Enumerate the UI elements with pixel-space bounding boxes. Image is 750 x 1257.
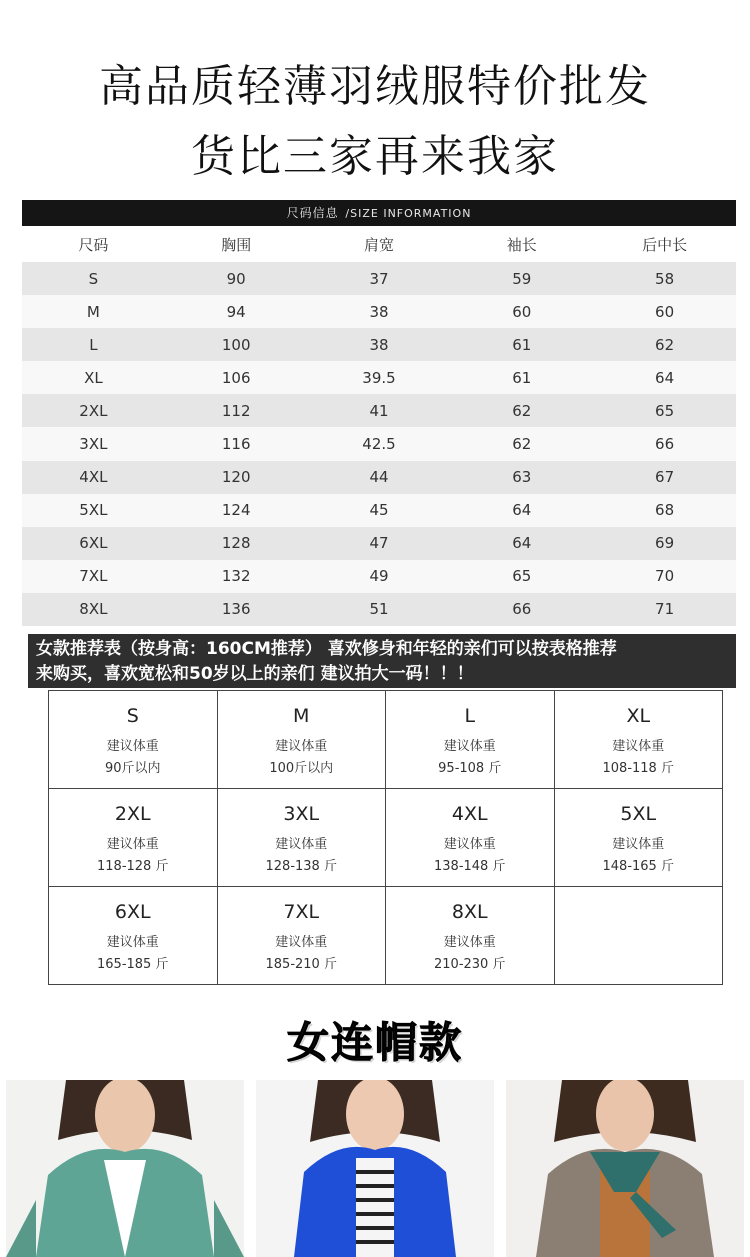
cell-sleeve: 65: [512, 567, 532, 586]
weight-label: 建议体重: [612, 739, 665, 754]
taupe-jacket-photo: [506, 1080, 744, 1257]
cell-chest: 120: [221, 468, 251, 487]
weight-cell: [555, 789, 724, 887]
weight-cell: [49, 789, 218, 887]
weight-size: M: [293, 705, 310, 727]
cell-sleeve: 61: [512, 368, 532, 387]
size-table-row: [22, 494, 736, 527]
cell-size: 7XL: [79, 567, 108, 586]
product-photo-row: [0, 1080, 750, 1257]
cell-chest: 94: [226, 302, 246, 321]
cell-shoulder: 41: [369, 401, 389, 420]
cell-sleeve: 61: [512, 335, 532, 354]
size-table-row: [22, 262, 736, 295]
cell-shoulder: 38: [369, 302, 389, 321]
section-title: 女连帽款: [286, 1018, 463, 1067]
cell-shoulder: 42.5: [362, 435, 396, 454]
weight-cell: [555, 887, 724, 985]
size-table-row: [22, 427, 736, 460]
cell-shoulder: 37: [369, 269, 389, 288]
cell-sleeve: 60: [512, 302, 532, 321]
cell-chest: 106: [221, 368, 251, 387]
header-shoulder: 肩宽: [363, 235, 394, 254]
weight-size: 6XL: [114, 901, 151, 923]
blue-jacket-photo: [256, 1080, 494, 1257]
size-table-row: [22, 394, 736, 427]
weight-range: 90斤以内: [104, 761, 161, 776]
size-table-row: [22, 461, 736, 494]
cell-sleeve: 62: [512, 401, 532, 420]
size-banner-en: /SIZE INFORMATION: [345, 207, 472, 220]
weight-label: 建议体重: [275, 739, 328, 754]
weight-size: 8XL: [451, 901, 488, 923]
cell-chest: 116: [221, 435, 251, 454]
cell-back-length: 71: [655, 600, 675, 619]
cell-chest: 100: [221, 335, 251, 354]
weight-cell: [218, 691, 387, 789]
weight-label: 建议体重: [443, 837, 496, 852]
size-table-row: [22, 361, 736, 394]
weight-recommendation-grid: [48, 690, 723, 985]
cell-back-length: 65: [655, 401, 675, 420]
cell-size: 4XL: [79, 468, 108, 487]
weight-size: 4XL: [451, 803, 488, 825]
cell-back-length: 70: [655, 567, 675, 586]
cell-chest: 132: [221, 567, 251, 586]
cell-size: L: [89, 335, 98, 354]
cell-chest: 136: [221, 600, 251, 619]
weight-range: 128-138 斤: [265, 859, 337, 874]
recommendation-line-1: 女款推荐表（按身高：160CM推荐） 喜欢修身和年轻的亲们可以按表格推荐: [36, 639, 617, 659]
weight-range: 95-108 斤: [438, 761, 502, 776]
cell-shoulder: 45: [369, 501, 389, 520]
weight-label: 建议体重: [106, 837, 159, 852]
recommendation-banner: [28, 634, 736, 688]
weight-cell: [386, 691, 555, 789]
cell-sleeve: 59: [512, 269, 532, 288]
size-table: [22, 226, 736, 626]
cell-size: 8XL: [79, 600, 108, 619]
weight-size: 7XL: [283, 901, 320, 923]
size-banner-cn: 尺码信息: [286, 206, 339, 220]
size-table-row: [22, 527, 736, 560]
cell-chest: 90: [226, 269, 246, 288]
weight-range: 118-128 斤: [97, 859, 169, 874]
header-size: 尺码: [78, 235, 109, 254]
weight-range: 165-185 斤: [97, 957, 169, 972]
weight-size: 3XL: [283, 803, 320, 825]
cell-size: 2XL: [79, 401, 108, 420]
cell-shoulder: 38: [369, 335, 389, 354]
weight-cell: [386, 887, 555, 985]
header-back-length: 后中长: [642, 235, 688, 254]
cell-size: XL: [84, 368, 103, 387]
size-table-row: [22, 295, 736, 328]
cell-shoulder: 44: [369, 468, 389, 487]
cell-size: M: [86, 302, 100, 321]
weight-cell: [386, 789, 555, 887]
cell-chest: 124: [221, 501, 251, 520]
cell-back-length: 64: [655, 368, 675, 387]
cell-back-length: 60: [655, 302, 675, 321]
weight-range: 185-210 斤: [265, 957, 337, 972]
cell-sleeve: 64: [512, 501, 532, 520]
size-table-row: [22, 593, 736, 626]
weight-size: XL: [626, 705, 651, 727]
weight-range: 108-118 斤: [602, 761, 674, 776]
weight-size: 5XL: [620, 803, 657, 825]
weight-cell: [555, 691, 724, 789]
cell-back-length: 69: [655, 534, 675, 553]
weight-cell: [218, 789, 387, 887]
cell-sleeve: 62: [512, 435, 532, 454]
header-sleeve: 袖长: [506, 235, 537, 254]
weight-label: 建议体重: [443, 935, 496, 950]
cell-back-length: 68: [655, 501, 675, 520]
cell-shoulder: 47: [369, 534, 389, 553]
weight-size: 2XL: [114, 803, 151, 825]
cell-chest: 112: [221, 401, 251, 420]
headline-line-1: 高品质轻薄羽绒服特价批发: [99, 61, 651, 112]
weight-range: 148-165 斤: [602, 859, 674, 874]
weight-label: 建议体重: [612, 837, 665, 852]
header-chest: 胸围: [221, 235, 252, 254]
size-information-card: [22, 200, 736, 626]
cell-chest: 128: [221, 534, 251, 553]
weight-range: 210-230 斤: [434, 957, 506, 972]
cell-back-length: 58: [655, 269, 675, 288]
size-table-header-row: [22, 226, 736, 262]
weight-cell: [49, 887, 218, 985]
cell-sleeve: 64: [512, 534, 532, 553]
cell-shoulder: 51: [369, 600, 389, 619]
weight-cell: [218, 887, 387, 985]
weight-size: L: [464, 705, 476, 727]
size-table-body: [22, 262, 736, 626]
weight-label: 建议体重: [106, 935, 159, 950]
cell-back-length: 66: [655, 435, 675, 454]
cell-size: 6XL: [79, 534, 108, 553]
weight-size: [555, 899, 723, 925]
cell-back-length: 67: [655, 468, 675, 487]
weight-label: 建议体重: [275, 837, 328, 852]
weight-cell: [49, 691, 218, 789]
cell-sleeve: 66: [512, 600, 532, 619]
green-jacket-photo: [6, 1080, 244, 1257]
cell-size: S: [88, 269, 99, 288]
weight-label: 建议体重: [443, 739, 496, 754]
cell-shoulder: 49: [369, 567, 389, 586]
cell-shoulder: 39.5: [362, 368, 396, 387]
size-information-banner: [22, 200, 736, 226]
size-table-row: [22, 560, 736, 593]
recommendation-line-2: 来购买，喜欢宽松和50岁以上的亲们 建议拍大一码！！！: [36, 664, 474, 684]
weight-size: S: [126, 705, 139, 727]
headline-line-2: 货比三家再来我家: [191, 131, 559, 182]
weight-range: 138-148 斤: [434, 859, 506, 874]
size-table-row: [22, 328, 736, 361]
weight-label: 建议体重: [106, 739, 159, 754]
cell-size: 3XL: [79, 435, 108, 454]
cell-size: 5XL: [79, 501, 108, 520]
cell-sleeve: 63: [512, 468, 532, 487]
weight-range: 100斤以内: [269, 761, 334, 776]
weight-label: 建议体重: [275, 935, 328, 950]
cell-back-length: 62: [655, 335, 675, 354]
